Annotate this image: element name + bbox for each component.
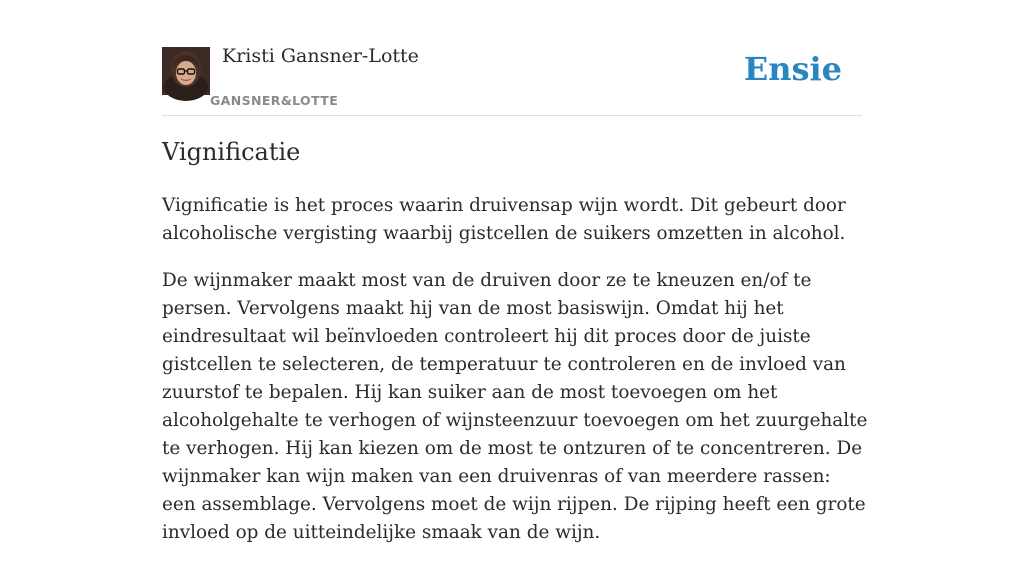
avatar-photo bbox=[162, 47, 210, 95]
author-avatar[interactable] bbox=[162, 47, 210, 95]
author-name[interactable]: Kristi Gansner-Lotte bbox=[222, 45, 419, 67]
article-body bbox=[162, 192, 868, 566]
ensie-logo[interactable]: Ensie bbox=[743, 50, 842, 88]
article-paragraph: De wijnmaker maakt most van de druiven door ze te kneuzen en/of te persen. Vervolgens maakt hij van de most basiswijn. Omdat hij het eindresultaat wil beïnvloeden controleert hij dit proces door de juiste gistcellen te selecteren, de temperatuur te controleren en de invloed van zuurstof te bepalen. Hij kan suiker aan de most toevoegen om het alcoholgehalte te verhogen of wijnsteenzuur toevoegen om het zuurgehalte te verhogen. Hij kan kiezen om de most te ontzuren of te concentreren. De wijnmaker kan wijn maken van een druivenras of van meerdere rassen: een assemblage. Vervolgens moet de wijn rijpen. De rijping heeft een grote invloed op de uitteindelijke smaak van de wijn. bbox=[162, 270, 868, 543]
author-handle[interactable]: GANSNER&LOTTE bbox=[210, 93, 339, 108]
author-header bbox=[162, 0, 862, 116]
article-title: Vignificatie bbox=[162, 138, 301, 166]
article-paragraph: Vignificatie is het proces waarin druivensap wijn wordt. Dit gebeurt door alcoholische vergisting waarbij gistcellen de suikers omzetten in alcohol. bbox=[162, 195, 846, 244]
